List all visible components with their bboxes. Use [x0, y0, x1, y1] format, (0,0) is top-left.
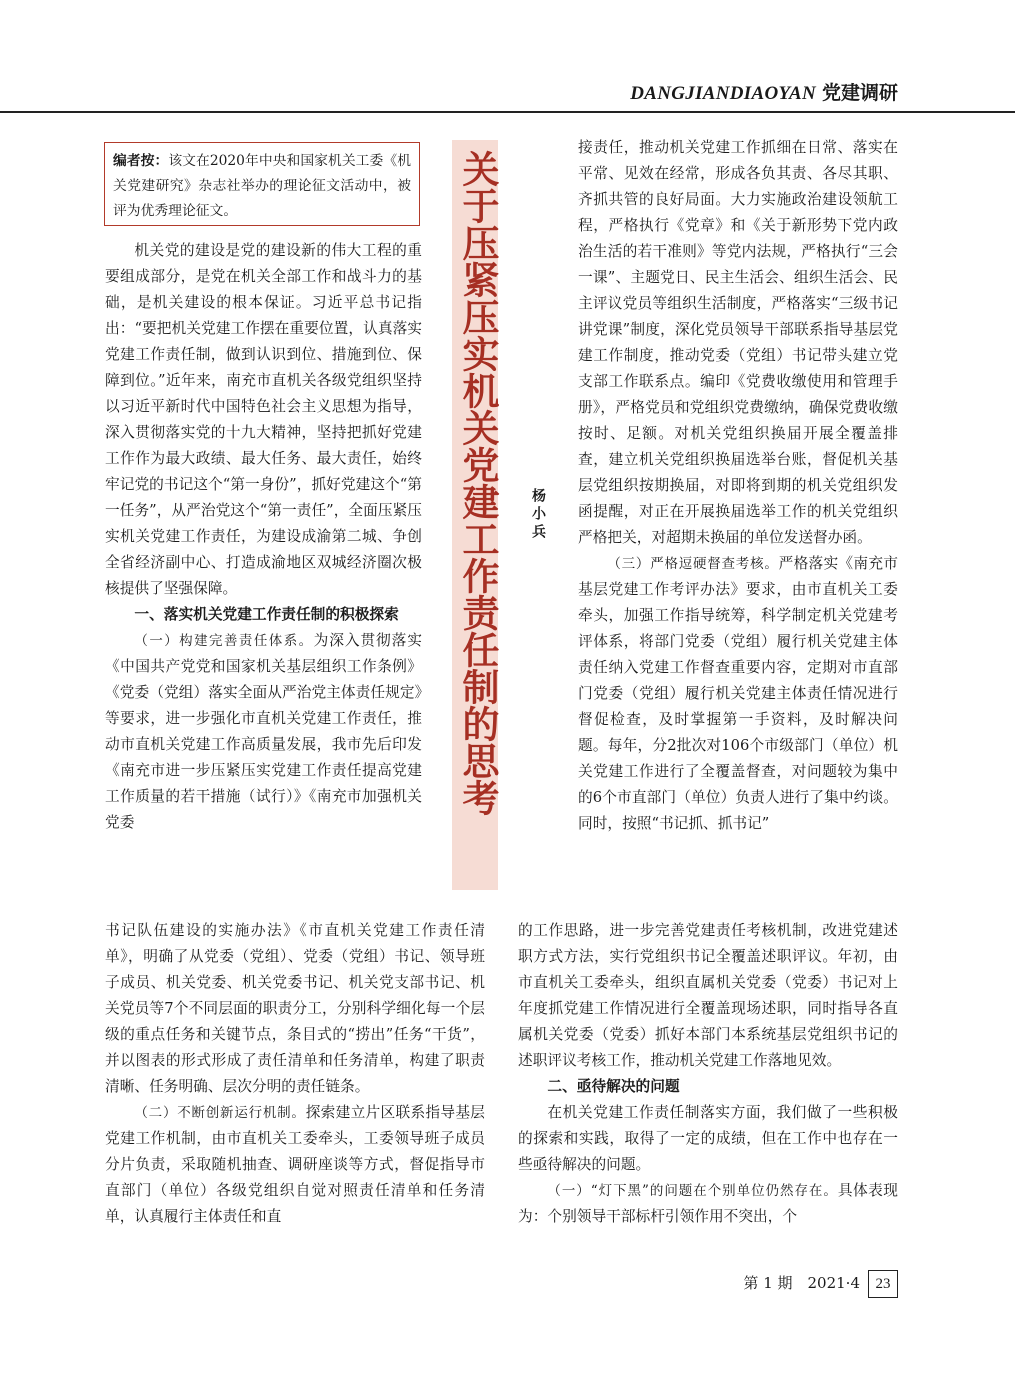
subsection-1-continued: 书记队伍建设的实施办法》《市直机关党建工作责任清单》，明确了从党委（党组）、党委（党组）书记、领导班子成员、机关党委、机关党委书记、机关党支部书记、机关党员等7个不同层面的职责分工，分别科学细化每一个层级的重点任务和关键节点，条目式的“捞出”任务“干货”，并以图表的形式形成了责任清单和任务清单，构建了职责清晰、任务明确、层次分明的责任链条。 [105, 922, 485, 1095]
problems-intro: 在机关党建工作责任制落实方面，我们做了一些积极的探索和实践，取得了一定的成绩，但在工作中也存在一些亟待解决的问题。 [518, 1104, 898, 1173]
subsection-2-continued: 接责任，推动机关党建工作抓细在日常、落实在平常、见效在经常，形成各负其责、各尽其职、齐抓共管的良好局面。大力实施政治建设领航工程，严格执行《党章》和《关于新形势下党内政治生活的若干准则》等党内法规，严格执行“三会一课”、主题党日、民主生活会、组织生活会、民主评议党员等组织生活制度，严格落实“三级书记讲党课”制度，深化党员领导干部联系指导基层党建工作制度，推动党委（党组）书记带头建立党支部工作联系点。编印《党费收缴使用和管理手册》，严格党员和党组织党费缴纳，确保党费收缴按时、足额。对机关党组织换届开展全覆盖排查，建立机关党组织换届选举台账，督促机关基层党组织按期换届，对即将到期的机关党组织发函提醒，对正在开展换届选举工作的机关党组织严格把关，对超期未换届的单位发送督办函。 [578, 139, 898, 546]
page-number: 23 [868, 1270, 898, 1298]
subsection-2-title: （二）不断创新运行机制。 [134, 1105, 306, 1121]
right-column [578, 135, 898, 837]
subsection-3-text: 严格落实《南充市基层党建工作考评办法》要求，由市直机关工委牵头，加强工作指导统筹，科学制定机关党建考评体系，将部门党委（党组）履行机关党建主体责任纳入党建工作督查重要内容，定期对市直部门党委（党组）履行机关党建主体责任情况进行督促检查，及时掌握第一手资料，及时解决问题。每年，分2批次对106个市级部门（单位）机关党建工作进行了全覆盖督查，对问题较为集中的6个市直部门（单位）负责人进行了集中约谈。同时，按照“书记抓、抓书记” [578, 555, 898, 832]
article-title: 关于压紧压实机关党建工作责任制的思考 [456, 150, 499, 816]
subsection-4-title: （一）“灯下黑”的问题在个别单位仍然存在。 [547, 1183, 838, 1199]
subsection-1 [105, 628, 422, 836]
subsection-4 [518, 1178, 898, 1230]
intro-paragraph: 机关党的建设是党的建设新的伟大工程的重要组成部分，是党在机关全部工作和战斗力的基础，是机关建设的根本保证。习近平总书记指出：“要把机关党建工作摆在重要位置，认真落实党建工作责任制，做到认识到位、措施到位、保障到位。”近年来，南充市直机关各级党组织坚持以习近平新时代中国特色社会主义思想为指导，深入贯彻落实党的十九大精神，坚持把抓好党建工作作为最大政绩、最大任务、最大责任，始终牢记党的书记这个“第一身份”，抓好党建这个“第一任务”，从严治党这个“第一责任”，全面压紧压实机关党建工作责任，为建设成渝第二城、争创全省经济副中心、打造成渝地区双城经济圈次极核提供了坚强保障。 [105, 242, 422, 597]
page-footer [0, 1270, 898, 1298]
bottom-right-column [518, 918, 898, 1230]
header-rule [0, 111, 1015, 113]
editor-note-text: 该文在2020年中央和国家机关工委《机关党建研究》杂志社举办的理论征文活动中，被评为优秀理论征文。 [113, 153, 411, 219]
article-author: 杨小兵 [530, 488, 546, 542]
editor-note-lead: 编者按： [113, 153, 169, 169]
bottom-left-column [105, 918, 485, 1230]
running-header [0, 78, 898, 105]
header-section: 党建调研 [821, 82, 898, 104]
subsection-4-text: 具体表现为：个别领导干部标杆引领作用不突出，个 [518, 1182, 898, 1225]
issue-info: 第 1 期 2021·4 [743, 1274, 860, 1292]
subsection-3 [578, 551, 898, 837]
subsection-2-text: 探索建立片区联系指导基层党建工作机制，由市直机关工委牵头，工委领导班子成员分片负责，采取随机抽查、调研座谈等方式，督促指导市直部门（单位）各级党组织自觉对照责任清单和任务清单，认真履行主体责任和直 [105, 1104, 485, 1225]
section-heading-2: 二、亟待解决的问题 [547, 1078, 680, 1095]
subsection-3-title: （三）严格逗硬督查考核。 [607, 556, 779, 572]
section-heading-1: 一、落实机关党建工作责任制的积极探索 [134, 606, 399, 623]
subsection-2 [105, 1100, 485, 1230]
editor-note-box [104, 142, 420, 226]
left-column [105, 238, 422, 836]
subsection-1-title: （一）构建完善责任体系。 [134, 633, 314, 649]
subsection-3-continued: 的工作思路，进一步完善党建责任考核机制，改进党建述职方式方法，实行党组织书记全覆盖述职评议。年初，由市直机关工委牵头，组织直属机关党委（党委）书记对上年度抓党建工作情况进行全覆盖现场述职，同时指导各直属机关党委（党委）抓好本部门本系统基层党组织书记的述职评议考核工作，推动机关党建工作落地见效。 [518, 922, 898, 1069]
header-pinyin: DANGJIANDIAOYAN [630, 83, 816, 104]
subsection-1-text: 为深入贯彻落实《中国共产党党和国家机关基层组织工作条例》《党委（党组）落实全面从严治党主体责任规定》等要求，进一步强化市直机关党建工作责任，推动市直机关党建工作高质量发展，我市先后印发《南充市进一步压紧压实党建工作责任提高党建工作质量的若干措施（试行）》《南充市加强机关党委 [105, 632, 422, 831]
